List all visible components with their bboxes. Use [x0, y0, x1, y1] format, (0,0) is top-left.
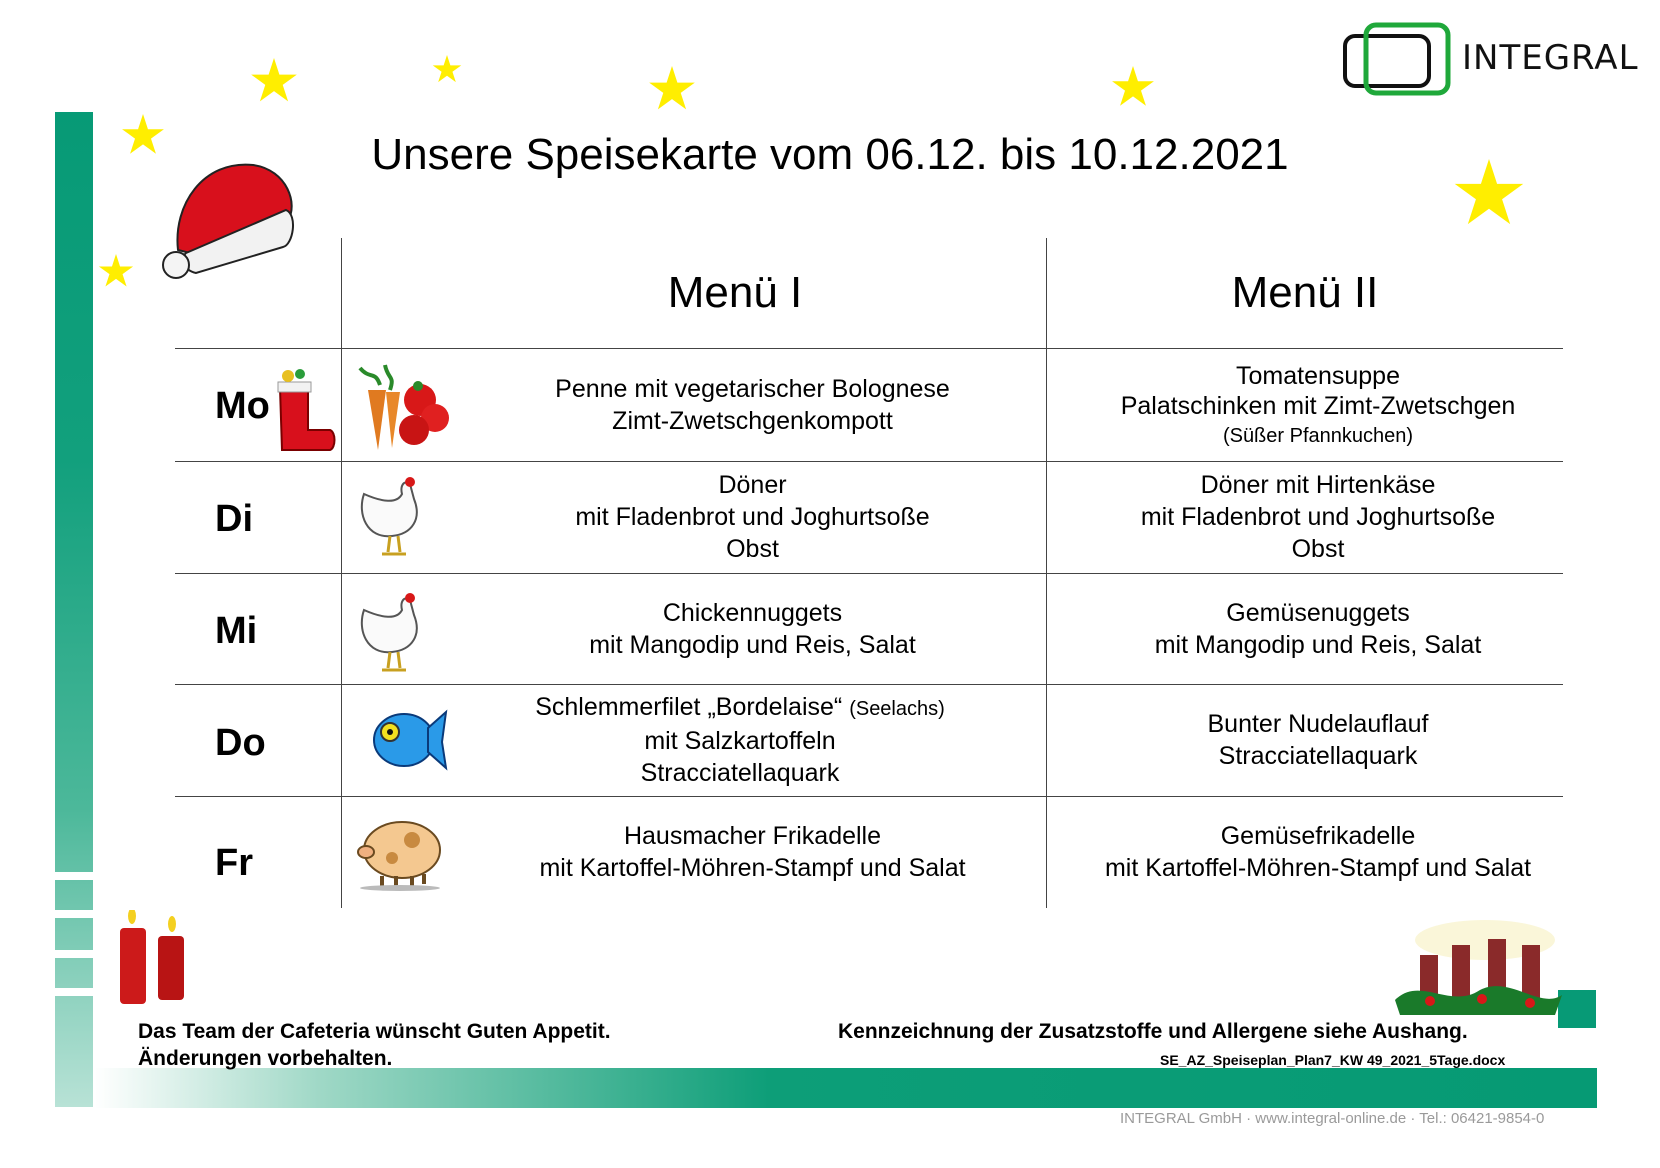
- candles-icon: [110, 910, 190, 1006]
- dish-line: Hausmacher Frikadelle: [623, 822, 882, 850]
- dish-line: Zimt-Zwetschgenkompott: [612, 407, 893, 435]
- star-icon: [99, 254, 133, 287]
- dish-line: Stracciatellaquark: [640, 759, 840, 787]
- dish-line: mit Mangodip und Reis, Salat: [589, 631, 916, 659]
- menu2-cell-fr: [1048, 798, 1588, 906]
- chicken-icon: [352, 590, 432, 674]
- dish-line: mit Kartoffel-Möhren-Stampf und Salat: [1104, 854, 1532, 882]
- dish-line: Döner: [718, 471, 787, 499]
- day-label: Mo: [215, 385, 270, 427]
- left-bar-gap: [55, 910, 93, 918]
- menu2-header: Menü II: [1231, 268, 1379, 317]
- menu1-cell-fr: [460, 798, 1045, 906]
- menu1-header: Menü I: [667, 268, 803, 317]
- dish-line: Döner mit Hirtenkäse: [1200, 471, 1436, 499]
- dish-line: Chickennuggets: [662, 599, 843, 627]
- menu1-cell-do: [460, 686, 1020, 794]
- dish-line: Palatschinken mit Zimt-Zwetschgen: [1120, 392, 1516, 420]
- star-icon: [1455, 159, 1523, 224]
- dish-line-first: [460, 691, 1020, 725]
- star-icon: [649, 66, 695, 109]
- vegetables-icon: [350, 360, 450, 452]
- star-icon: [251, 58, 297, 101]
- dish-line: Gemüsenuggets: [1226, 599, 1410, 627]
- table-hline: [175, 461, 1563, 462]
- footer-greeting: Das Team der Cafeteria wünscht Guten Appetit.: [138, 1020, 611, 1043]
- footer-credit: INTEGRAL GmbH · www.integral-online.de · Tel.: 06421-9854-0: [1120, 1110, 1545, 1127]
- fish-icon: [368, 698, 448, 782]
- day-label: Di: [215, 498, 253, 540]
- table-hline: [175, 796, 1563, 797]
- menu2-cell-di: [1048, 463, 1588, 571]
- dish-line: Stracciatellaquark: [1218, 742, 1418, 770]
- dish-line: mit Mangodip und Reis, Salat: [1154, 631, 1482, 659]
- pig-icon: [352, 810, 448, 892]
- boot-icon: [270, 368, 336, 452]
- footer-changes: Änderungen vorbehalten.: [138, 1047, 393, 1070]
- dish-line: Schlemmerfilet „Bordelaise“: [535, 693, 843, 721]
- integral-logo-icon: [1340, 20, 1460, 100]
- day-label: Do: [215, 722, 266, 764]
- footer-allergens: Kennzeichnung der Zusatzstoffe und Allergene siehe Aushang.: [838, 1020, 1468, 1043]
- left-bar-gap: [55, 872, 93, 880]
- menu1-cell-mo: [460, 350, 1045, 460]
- dish-note: (Süßer Pfannkuchen): [1222, 425, 1414, 447]
- chicken-icon: [352, 474, 432, 558]
- footer-filename: SE_AZ_Speiseplan_Plan7_KW 49_2021_5Tage.docx: [1160, 1052, 1506, 1068]
- logo-text: INTEGRAL: [1462, 38, 1639, 78]
- star-icon: [433, 55, 462, 82]
- table-hline: [175, 348, 1563, 349]
- menu1-cell-mi: [460, 575, 1045, 683]
- dish-line: Penne mit vegetarischer Bolognese: [555, 375, 950, 403]
- menu2-cell-mi: [1048, 575, 1588, 683]
- dish-line: Bunter Nudelauflauf: [1207, 710, 1429, 738]
- star-icon: [122, 114, 164, 154]
- dish-line: Obst: [1291, 535, 1345, 563]
- day-label: Fr: [215, 842, 253, 884]
- dish-line: Obst: [726, 535, 779, 563]
- dish-line: mit Kartoffel-Möhren-Stampf und Salat: [539, 854, 966, 882]
- dish-line: mit Fladenbrot und Joghurtsoße: [575, 503, 930, 531]
- santa-hat-icon: [158, 155, 298, 285]
- bottom-decor-bar: [95, 1068, 1597, 1108]
- day-label: Mi: [215, 610, 258, 652]
- dish-line: mit Fladenbrot und Joghurtsoße: [1140, 503, 1496, 531]
- left-bar-gap: [55, 950, 93, 958]
- dish-line: Gemüsefrikadelle: [1220, 822, 1416, 850]
- table-hline: [175, 573, 1563, 574]
- menu2-cell-mo: [1048, 354, 1588, 458]
- page-title: Unsere Speisekarte vom 06.12. bis 10.12.2021: [371, 130, 1289, 179]
- dish-line: mit Salzkartoffeln: [644, 727, 836, 755]
- dish-note: (Seelachs): [849, 698, 945, 720]
- dish-line: Tomatensuppe: [1235, 362, 1400, 390]
- menu1-cell-di: [460, 463, 1045, 571]
- left-bar-gap: [55, 988, 93, 996]
- advent-wreath-icon: [1390, 915, 1565, 1015]
- table-hline: [175, 684, 1563, 685]
- menu2-cell-do: [1048, 686, 1588, 794]
- star-icon: [1112, 66, 1154, 106]
